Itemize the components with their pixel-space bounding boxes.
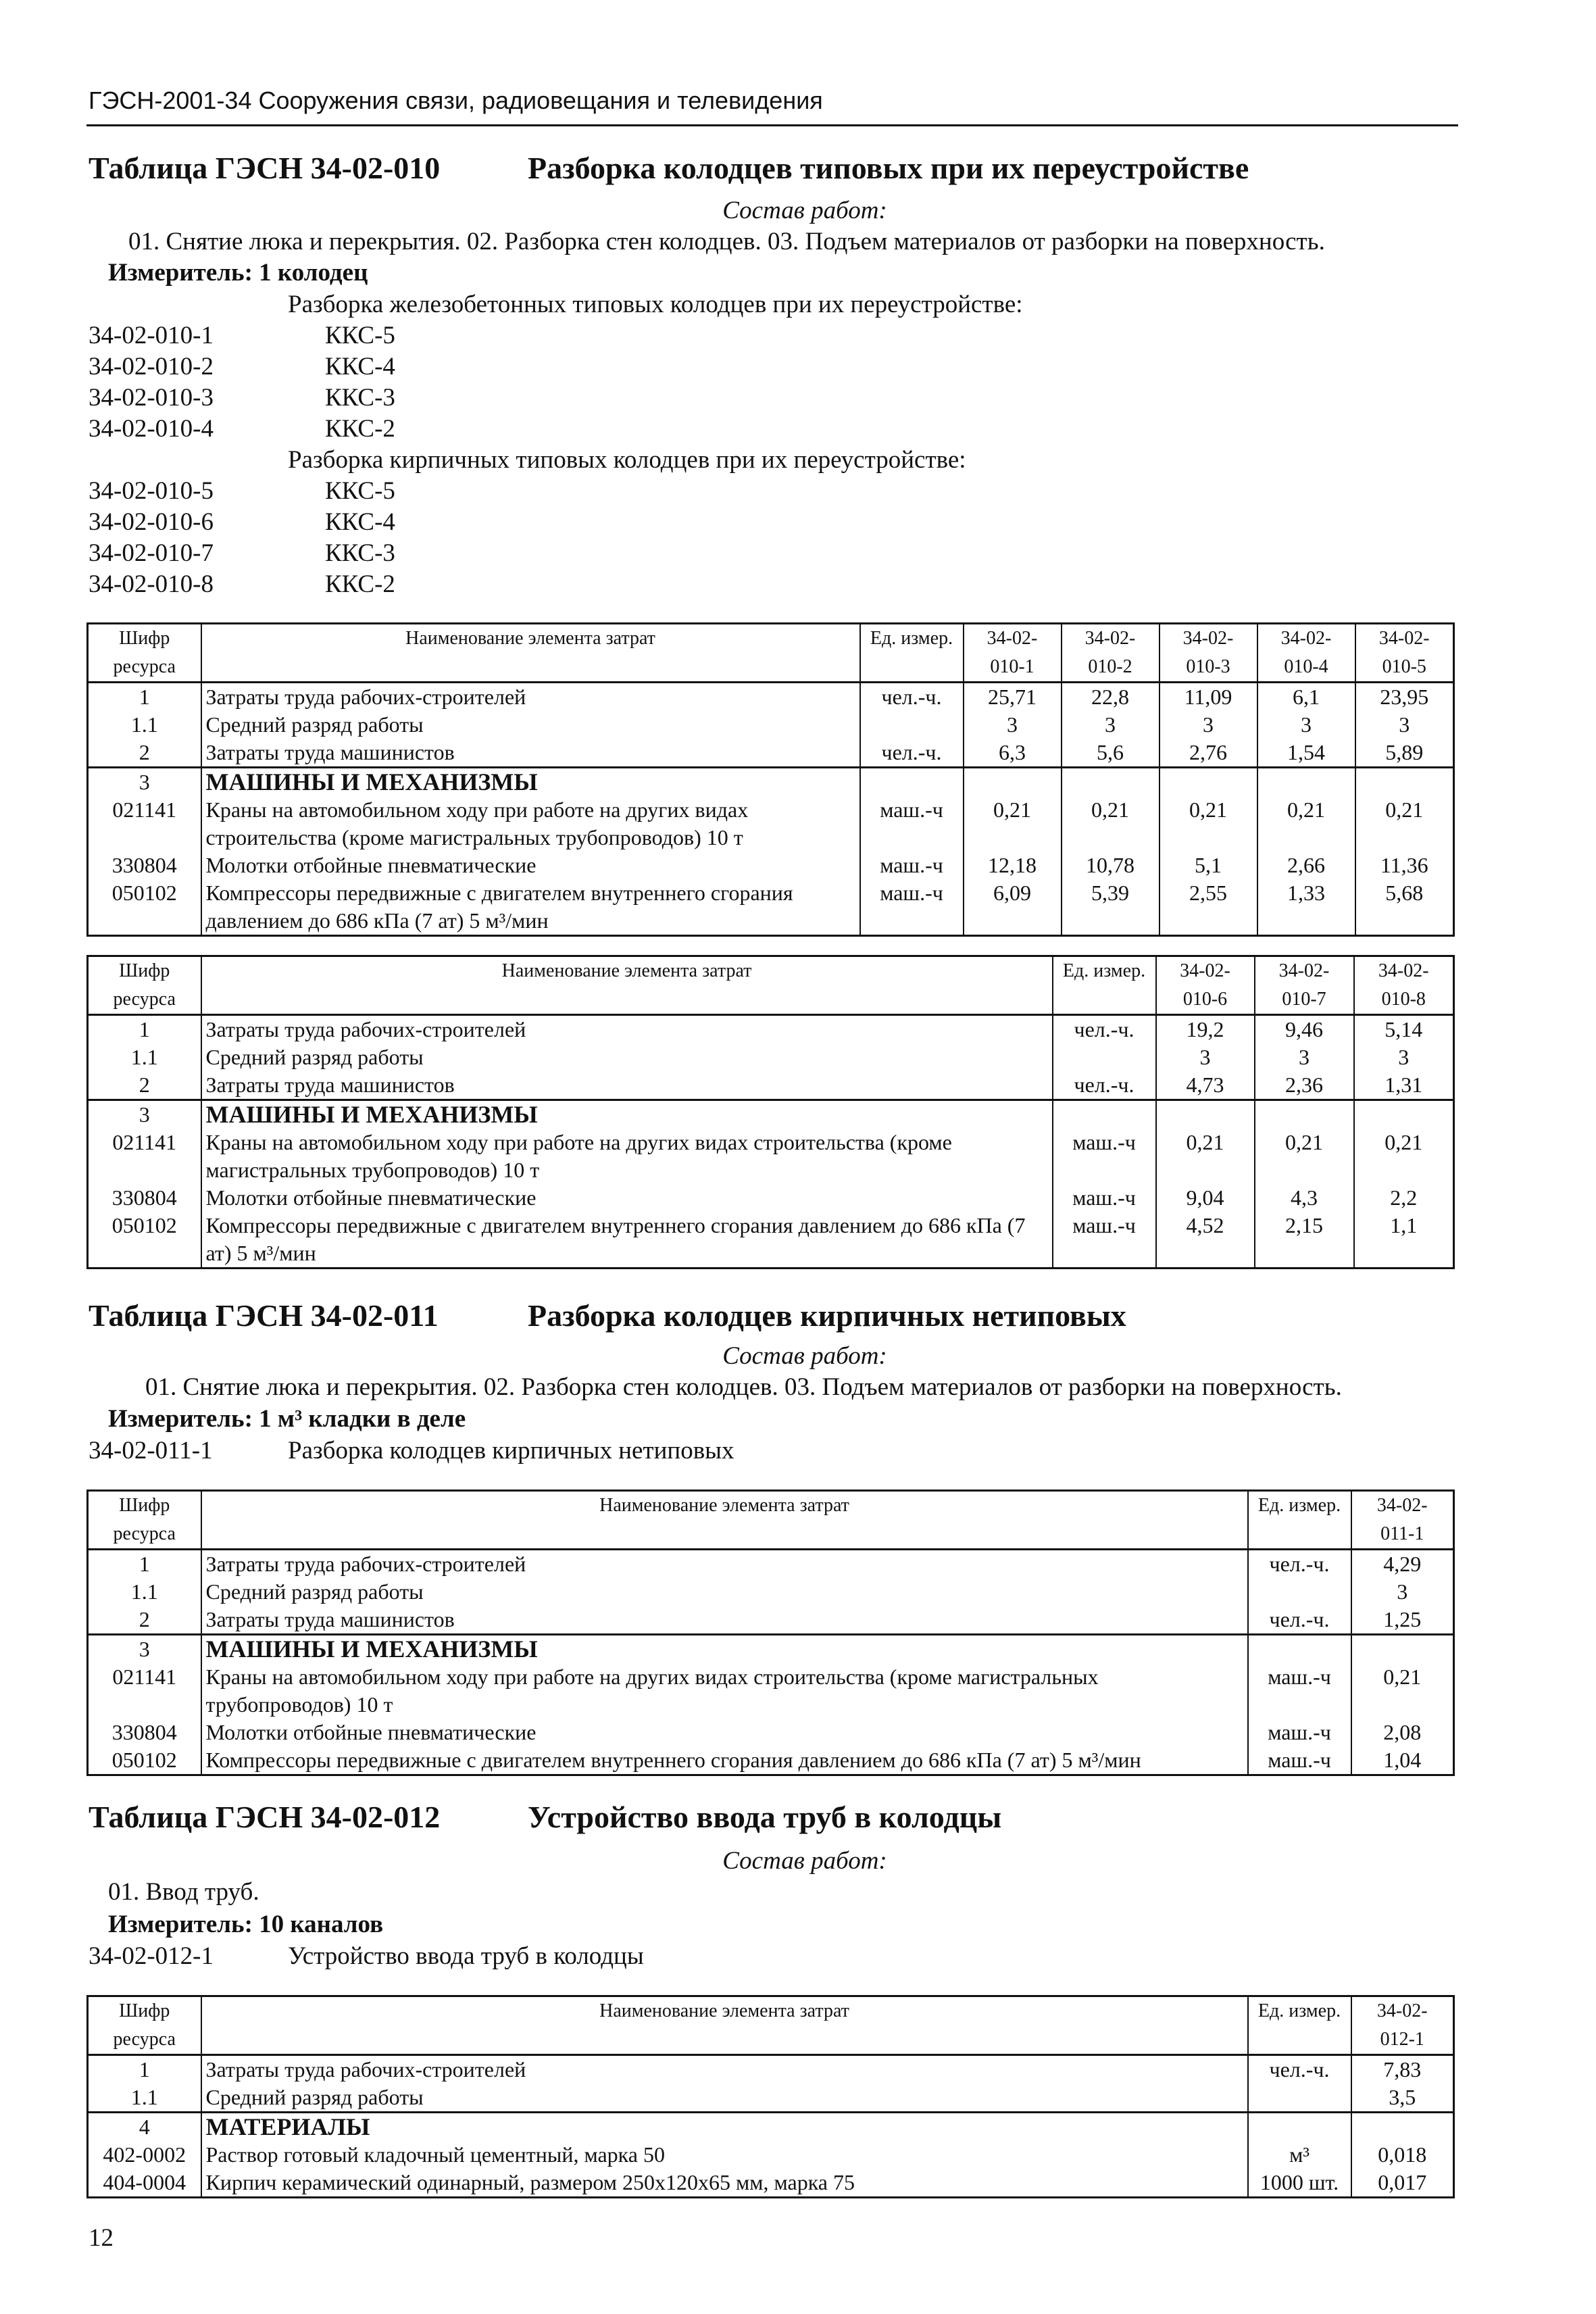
column-header-code-line: ресурса bbox=[113, 2029, 176, 2050]
column-header-line: 34-02- bbox=[1084, 628, 1136, 649]
unit: маш.-ч bbox=[860, 796, 964, 852]
value-cell: 1,31 bbox=[1354, 1071, 1454, 1100]
column-header-value bbox=[964, 624, 1062, 683]
column-header-code-line: Шифр bbox=[119, 628, 170, 649]
column-header-value bbox=[1156, 956, 1255, 1015]
value-cell: 2,2 bbox=[1354, 1184, 1454, 1212]
work-composition-label: Состав работ: bbox=[722, 197, 887, 224]
table-title: Разборка колодцев кирпичных нетиповых bbox=[528, 1298, 1126, 1333]
column-header-code-line: ресурса bbox=[113, 656, 176, 677]
value-cell: 11,09 bbox=[1159, 683, 1257, 712]
resource-code: 3 bbox=[88, 768, 201, 797]
work-description: 01. Ввод труб. bbox=[108, 1878, 259, 1906]
column-header-line: 34-02- bbox=[1182, 628, 1234, 649]
resource-name: Компрессоры передвижные с двигателем внутреннего сгорания давлением до 686 кПа (7 ат) 5 м³/мин bbox=[201, 1746, 1248, 1775]
work-composition-label: Состав работ: bbox=[722, 1342, 887, 1370]
value-cell: 3 bbox=[1159, 711, 1257, 739]
value-cell: 0,21 bbox=[1257, 796, 1355, 852]
value-cell: 0,21 bbox=[1351, 1663, 1454, 1719]
column-header-line: 34-02- bbox=[1378, 960, 1429, 981]
resource-name: Затраты труда машинистов bbox=[201, 1071, 1053, 1100]
page-number: 12 bbox=[89, 2224, 114, 2252]
value-cell: 4,52 bbox=[1156, 1212, 1255, 1269]
resource-name: Затраты труда машинистов bbox=[201, 739, 860, 768]
value-cell: 0,018 bbox=[1351, 2141, 1454, 2169]
column-header-code-line: ресурса bbox=[113, 989, 176, 1010]
unit bbox=[1053, 1043, 1156, 1071]
value-cell: 0,21 bbox=[964, 796, 1062, 852]
column-header-name: Наименование элемента затрат bbox=[201, 956, 1053, 1015]
column-header-line: 012-1 bbox=[1380, 2029, 1424, 2050]
code-item: 34-02-011-1 Разборка колодцев кирпичных нетиповых bbox=[89, 1437, 734, 1464]
resource-code: 1 bbox=[88, 683, 201, 712]
value-cell: 7,83 bbox=[1351, 2055, 1454, 2084]
value-cell: 6,3 bbox=[964, 739, 1062, 768]
resource-name: Молотки отбойные пневматические bbox=[201, 852, 860, 879]
resource-code: 2 bbox=[88, 1071, 201, 1100]
resource-code: 021141 bbox=[88, 1129, 201, 1184]
value-cell: 2,55 bbox=[1159, 879, 1257, 936]
value-cell: 3 bbox=[1062, 711, 1159, 739]
row-group bbox=[88, 1635, 1454, 1775]
column-header-name: Наименование элемента затрат bbox=[201, 1996, 1248, 2055]
table-row bbox=[88, 879, 1454, 936]
resource-name: МАТЕРИАЛЫ bbox=[201, 2113, 1248, 2142]
table-header-row bbox=[88, 1996, 1454, 2055]
table-row bbox=[88, 852, 1454, 879]
row-group bbox=[88, 768, 1454, 936]
resource-code: 021141 bbox=[88, 1663, 201, 1719]
column-header-line: 010-2 bbox=[1088, 656, 1132, 677]
table-row bbox=[88, 1550, 1454, 1579]
column-header-line: 34-02- bbox=[1376, 1495, 1428, 1516]
unit: чел.-ч. bbox=[1053, 1071, 1156, 1100]
value-cell bbox=[964, 768, 1062, 797]
value-cell: 2,15 bbox=[1255, 1212, 1354, 1269]
table-row bbox=[88, 1071, 1454, 1100]
table-row bbox=[88, 2055, 1454, 2084]
unit bbox=[1248, 2113, 1351, 2142]
resource-name: Затраты труда рабочих-строителей bbox=[201, 2055, 1248, 2084]
value-cell: 4,3 bbox=[1255, 1184, 1354, 1212]
column-header-line: 011-1 bbox=[1380, 1523, 1424, 1544]
resource-code: 1 bbox=[88, 2055, 201, 2084]
unit: чел.-ч. bbox=[1248, 1606, 1351, 1635]
column-header-unit: Ед. измер. bbox=[1248, 1996, 1351, 2055]
table-label: Таблица ГЭСН 34-02-010 bbox=[89, 151, 441, 185]
table-row bbox=[88, 739, 1454, 768]
column-header-value bbox=[1255, 956, 1354, 1015]
section-title-012 bbox=[89, 1799, 1002, 1835]
value-cell: 0,017 bbox=[1351, 2169, 1454, 2198]
row-group bbox=[88, 683, 1454, 768]
unit bbox=[1248, 1578, 1351, 1606]
column-header-line: 010-1 bbox=[990, 656, 1034, 677]
unit: маш.-ч bbox=[860, 879, 964, 936]
resource-name: Затраты труда рабочих-строителей bbox=[201, 683, 860, 712]
value-cell: 2,66 bbox=[1257, 852, 1355, 879]
value-cell: 9,04 bbox=[1156, 1184, 1255, 1212]
value-cell: 3 bbox=[1351, 1578, 1454, 1606]
resource-code: 050102 bbox=[88, 1212, 201, 1269]
code-item: 34-02-010-6 ККС-4 bbox=[89, 508, 395, 536]
resource-name: Средний разряд работы bbox=[201, 1578, 1248, 1606]
work-description: 01. Снятие люка и перекрытия. 02. Разборка стен колодцев. 03. Подъем материалов от разборки на поверхность. bbox=[128, 228, 1325, 255]
table-row bbox=[88, 796, 1454, 852]
value-cell bbox=[1351, 1635, 1454, 1664]
column-header-line: 34-02- bbox=[1278, 960, 1330, 981]
resource-name: Краны на автомобильном ходу при работе на других видах строительства (кроме магистральных трубопроводов) 10 т bbox=[201, 796, 860, 852]
value-cell: 5,1 bbox=[1159, 852, 1257, 879]
value-cell: 2,08 bbox=[1351, 1719, 1454, 1746]
value-cell: 10,78 bbox=[1062, 852, 1159, 879]
unit: 1000 шт. bbox=[1248, 2169, 1351, 2198]
table-title: Устройство ввода труб в колодцы bbox=[528, 1800, 1002, 1834]
column-header-value bbox=[1355, 624, 1454, 683]
unit: маш.-ч bbox=[1248, 1663, 1351, 1719]
value-cell: 3 bbox=[1257, 711, 1355, 739]
column-header-code bbox=[88, 624, 201, 683]
value-cell: 3 bbox=[1355, 711, 1454, 739]
value-cell bbox=[1351, 2113, 1454, 2142]
value-cell: 4,29 bbox=[1351, 1550, 1454, 1579]
resource-name: МАШИНЫ И МЕХАНИЗМЫ bbox=[201, 1100, 1053, 1129]
value-cell bbox=[1354, 1100, 1454, 1129]
row-group bbox=[88, 1100, 1454, 1269]
resource-code: 1 bbox=[88, 1550, 201, 1579]
resource-code: 1.1 bbox=[88, 2084, 201, 2113]
table-row bbox=[88, 2169, 1454, 2198]
resource-name: Затраты труда рабочих-строителей bbox=[201, 1015, 1053, 1044]
table-row bbox=[88, 683, 1454, 712]
row-group bbox=[88, 1015, 1454, 1100]
resource-code: 1.1 bbox=[88, 711, 201, 739]
code-list bbox=[89, 289, 1023, 600]
column-header-code-line: Шифр bbox=[119, 960, 170, 981]
code-list bbox=[89, 1435, 734, 1467]
value-cell: 5,14 bbox=[1354, 1015, 1454, 1044]
table-row bbox=[88, 1184, 1454, 1212]
unit: чел.-ч. bbox=[860, 683, 964, 712]
table-row bbox=[88, 1606, 1454, 1635]
value-cell: 11,36 bbox=[1355, 852, 1454, 879]
value-cell: 6,1 bbox=[1257, 683, 1355, 712]
resource-name: Затраты труда рабочих-строителей bbox=[201, 1550, 1248, 1579]
unit: чел.-ч. bbox=[1248, 2055, 1351, 2084]
value-cell: 1,54 bbox=[1257, 739, 1355, 768]
resource-table-012 bbox=[86, 1995, 1455, 2198]
resource-code: 330804 bbox=[88, 1719, 201, 1746]
resource-name: Краны на автомобильном ходу при работе на других видах строительства (кроме магистральных трубопроводов) 10 т bbox=[201, 1129, 1053, 1184]
code-item: 34-02-010-2 ККС-4 bbox=[89, 353, 395, 380]
code-item: 34-02-010-7 ККС-3 bbox=[89, 539, 395, 567]
column-header-line: 34-02- bbox=[1180, 960, 1230, 981]
resource-table-010-6-8 bbox=[86, 955, 1455, 1269]
value-cell: 6,09 bbox=[964, 879, 1062, 936]
value-cell: 5,68 bbox=[1355, 879, 1454, 936]
column-header-line: 34-02- bbox=[1378, 628, 1430, 649]
value-cell: 3 bbox=[1255, 1043, 1354, 1071]
table-row bbox=[88, 2141, 1454, 2169]
value-cell bbox=[1257, 768, 1355, 797]
resource-name: Молотки отбойные пневматические bbox=[201, 1719, 1248, 1746]
resource-code: 402-0002 bbox=[88, 2141, 201, 2169]
column-header-unit: Ед. измер. bbox=[1053, 956, 1156, 1015]
value-cell: 5,89 bbox=[1355, 739, 1454, 768]
subgroup-heading: Разборка железобетонных типовых колодцев при их переустройстве: bbox=[288, 291, 1023, 318]
value-cell: 2,76 bbox=[1159, 739, 1257, 768]
unit: маш.-ч bbox=[1248, 1719, 1351, 1746]
value-cell: 9,46 bbox=[1255, 1015, 1354, 1044]
table-row bbox=[88, 1663, 1454, 1719]
column-header-value bbox=[1351, 1491, 1454, 1550]
work-description: 01. Снятие люка и перекрытия. 02. Разборка стен колодцев. 03. Подъем материалов от разборки на поверхность. bbox=[145, 1373, 1342, 1401]
table-row bbox=[88, 1129, 1454, 1184]
resource-code: 1.1 bbox=[88, 1043, 201, 1071]
column-header-value bbox=[1351, 1996, 1454, 2055]
resource-name: Раствор готовый кладочный цементный, марка 50 bbox=[201, 2141, 1248, 2169]
unit bbox=[1248, 2084, 1351, 2113]
resource-code: 3 bbox=[88, 1100, 201, 1129]
code-item: 34-02-010-8 ККС-2 bbox=[89, 570, 395, 598]
value-cell: 1,1 bbox=[1354, 1212, 1454, 1269]
group-heading-row bbox=[88, 768, 1454, 797]
column-header-line: 010-6 bbox=[1182, 989, 1228, 1010]
value-cell: 2,36 bbox=[1255, 1071, 1354, 1100]
code-item: 34-02-010-3 ККС-3 bbox=[89, 384, 395, 412]
column-header-line: 34-02- bbox=[1376, 2000, 1428, 2021]
value-cell: 3 bbox=[1354, 1043, 1454, 1071]
section-title-011 bbox=[89, 1298, 1126, 1333]
table-header-row bbox=[88, 624, 1454, 683]
resource-table-011 bbox=[86, 1490, 1455, 1776]
unit: маш.-ч bbox=[1053, 1212, 1156, 1269]
resource-name: Краны на автомобильном ходу при работе на других видах строительства (кроме магистральных трубопроводов) 10 т bbox=[201, 1663, 1248, 1719]
table-row bbox=[88, 1043, 1454, 1071]
column-header-code bbox=[88, 1491, 201, 1550]
section-title-010 bbox=[89, 150, 1249, 186]
value-cell: 23,95 bbox=[1355, 683, 1454, 712]
value-cell: 3 bbox=[964, 711, 1062, 739]
unit bbox=[1248, 1635, 1351, 1664]
value-cell: 0,21 bbox=[1354, 1129, 1454, 1184]
resource-code: 2 bbox=[88, 1606, 201, 1635]
column-header-code bbox=[88, 1996, 201, 2055]
column-header-name: Наименование элемента затрат bbox=[201, 1491, 1248, 1550]
table-row bbox=[88, 1719, 1454, 1746]
value-cell: 5,39 bbox=[1062, 879, 1159, 936]
resource-name: Кирпич керамический одинарный, размером 250х120х65 мм, марка 75 bbox=[201, 2169, 1248, 2198]
value-cell bbox=[1255, 1100, 1354, 1129]
group-heading-row bbox=[88, 2113, 1454, 2142]
column-header-line: 010-8 bbox=[1381, 989, 1426, 1010]
resource-name: Компрессоры передвижные с двигателем внутреннего сгорания давлением до 686 кПа (7 ат) 5 м³/мин bbox=[201, 1212, 1053, 1269]
unit: маш.-ч bbox=[1248, 1746, 1351, 1775]
column-header-value bbox=[1354, 956, 1454, 1015]
resource-code: 404-0004 bbox=[88, 2169, 201, 2198]
resource-code: 050102 bbox=[88, 1746, 201, 1775]
meter: Измеритель: 1 м³ кладки в деле bbox=[108, 1405, 466, 1433]
resource-code: 021141 bbox=[88, 796, 201, 852]
table-row bbox=[88, 1746, 1454, 1775]
table-header-row bbox=[88, 956, 1454, 1015]
value-cell: 0,21 bbox=[1355, 796, 1454, 852]
column-header-line: 010-3 bbox=[1186, 656, 1230, 677]
value-cell: 25,71 bbox=[964, 683, 1062, 712]
meter: Измеритель: 1 колодец bbox=[108, 259, 368, 287]
table-label: Таблица ГЭСН 34-02-012 bbox=[89, 1800, 441, 1834]
resource-table-010-1-5 bbox=[86, 622, 1455, 937]
unit bbox=[860, 711, 964, 739]
column-header-line: 010-5 bbox=[1382, 656, 1426, 677]
value-cell: 12,18 bbox=[964, 852, 1062, 879]
table-row bbox=[88, 1578, 1454, 1606]
meter: Измеритель: 10 каналов bbox=[108, 1911, 384, 1938]
unit: маш.-ч bbox=[1053, 1184, 1156, 1212]
resource-name: Средний разряд работы bbox=[201, 711, 860, 739]
column-header-line: 010-7 bbox=[1282, 989, 1326, 1010]
value-cell bbox=[1062, 768, 1159, 797]
column-header-value bbox=[1159, 624, 1257, 683]
unit: маш.-ч bbox=[1053, 1129, 1156, 1184]
resource-code: 4 bbox=[88, 2113, 201, 2142]
table-row bbox=[88, 1212, 1454, 1269]
column-header-unit: Ед. измер. bbox=[1248, 1491, 1351, 1550]
row-group bbox=[88, 2113, 1454, 2198]
group-heading-row bbox=[88, 1635, 1454, 1664]
value-cell: 4,73 bbox=[1156, 1071, 1255, 1100]
value-cell: 1,04 bbox=[1351, 1746, 1454, 1775]
code-item: 34-02-010-1 ККС-5 bbox=[89, 322, 395, 349]
column-header-line: 34-02- bbox=[987, 628, 1038, 649]
resource-name: МАШИНЫ И МЕХАНИЗМЫ bbox=[201, 768, 860, 797]
column-header-name: Наименование элемента затрат bbox=[201, 624, 860, 683]
row-group bbox=[88, 2055, 1454, 2113]
resource-code: 3 bbox=[88, 1635, 201, 1664]
unit: чел.-ч. bbox=[860, 739, 964, 768]
column-header-unit: Ед. измер. bbox=[860, 624, 964, 683]
value-cell: 1,25 bbox=[1351, 1606, 1454, 1635]
value-cell: 3,5 bbox=[1351, 2084, 1454, 2113]
column-header-line: 010-4 bbox=[1284, 656, 1328, 677]
subgroup-heading: Разборка кирпичных типовых колодцев при их переустройстве: bbox=[288, 446, 966, 474]
resource-name: Молотки отбойные пневматические bbox=[201, 1184, 1053, 1212]
table-row bbox=[88, 711, 1454, 739]
row-group bbox=[88, 1550, 1454, 1635]
value-cell: 19,2 bbox=[1156, 1015, 1255, 1044]
unit: чел.-ч. bbox=[1248, 1550, 1351, 1579]
group-heading-row bbox=[88, 1100, 1454, 1129]
value-cell: 0,21 bbox=[1255, 1129, 1354, 1184]
value-cell: 0,21 bbox=[1159, 796, 1257, 852]
code-item: 34-02-012-1 Устройство ввода труб в колодцы bbox=[89, 1942, 644, 1970]
unit: маш.-ч bbox=[860, 852, 964, 879]
column-header-code bbox=[88, 956, 201, 1015]
value-cell bbox=[1355, 768, 1454, 797]
value-cell: 3 bbox=[1156, 1043, 1255, 1071]
resource-code: 050102 bbox=[88, 879, 201, 936]
table-title: Разборка колодцев типовых при их переустройстве bbox=[528, 151, 1249, 185]
resource-code: 2 bbox=[88, 739, 201, 768]
header-divider bbox=[86, 124, 1458, 126]
value-cell bbox=[1156, 1100, 1255, 1129]
unit bbox=[1053, 1100, 1156, 1129]
code-list bbox=[89, 1941, 644, 1972]
work-composition-label: Состав работ: bbox=[722, 1847, 887, 1875]
resource-name: Компрессоры передвижные с двигателем внутреннего сгорания давлением до 686 кПа (7 ат) 5 м³/мин bbox=[201, 879, 860, 936]
unit: чел.-ч. bbox=[1053, 1015, 1156, 1044]
resource-name: МАШИНЫ И МЕХАНИЗМЫ bbox=[201, 1635, 1248, 1664]
column-header-value bbox=[1062, 624, 1159, 683]
value-cell: 22,8 bbox=[1062, 683, 1159, 712]
code-item: 34-02-010-4 ККС-2 bbox=[89, 415, 395, 443]
resource-code: 330804 bbox=[88, 852, 201, 879]
column-header-code-line: ресурса bbox=[113, 1523, 176, 1544]
resource-name: Затраты труда машинистов bbox=[201, 1606, 1248, 1635]
table-header-row bbox=[88, 1491, 1454, 1550]
table-row bbox=[88, 2084, 1454, 2113]
value-cell: 5,6 bbox=[1062, 739, 1159, 768]
column-header-line: 34-02- bbox=[1280, 628, 1332, 649]
unit bbox=[860, 768, 964, 797]
table-row bbox=[88, 1015, 1454, 1044]
resource-code: 1 bbox=[88, 1015, 201, 1044]
running-header: ГЭСН-2001-34 Сооружения связи, радиовещания и телевидения bbox=[89, 87, 823, 114]
value-cell bbox=[1159, 768, 1257, 797]
column-header-code-line: Шифр bbox=[119, 1495, 170, 1516]
code-item: 34-02-010-5 ККС-5 bbox=[89, 477, 395, 505]
value-cell: 0,21 bbox=[1062, 796, 1159, 852]
column-header-value bbox=[1257, 624, 1355, 683]
resource-name: Средний разряд работы bbox=[201, 1043, 1053, 1071]
value-cell: 0,21 bbox=[1156, 1129, 1255, 1184]
table-label: Таблица ГЭСН 34-02-011 bbox=[89, 1298, 439, 1333]
column-header-code-line: Шифр bbox=[119, 2000, 170, 2021]
resource-code: 1.1 bbox=[88, 1578, 201, 1606]
resource-name: Средний разряд работы bbox=[201, 2084, 1248, 2113]
resource-code: 330804 bbox=[88, 1184, 201, 1212]
unit: м³ bbox=[1248, 2141, 1351, 2169]
value-cell: 1,33 bbox=[1257, 879, 1355, 936]
